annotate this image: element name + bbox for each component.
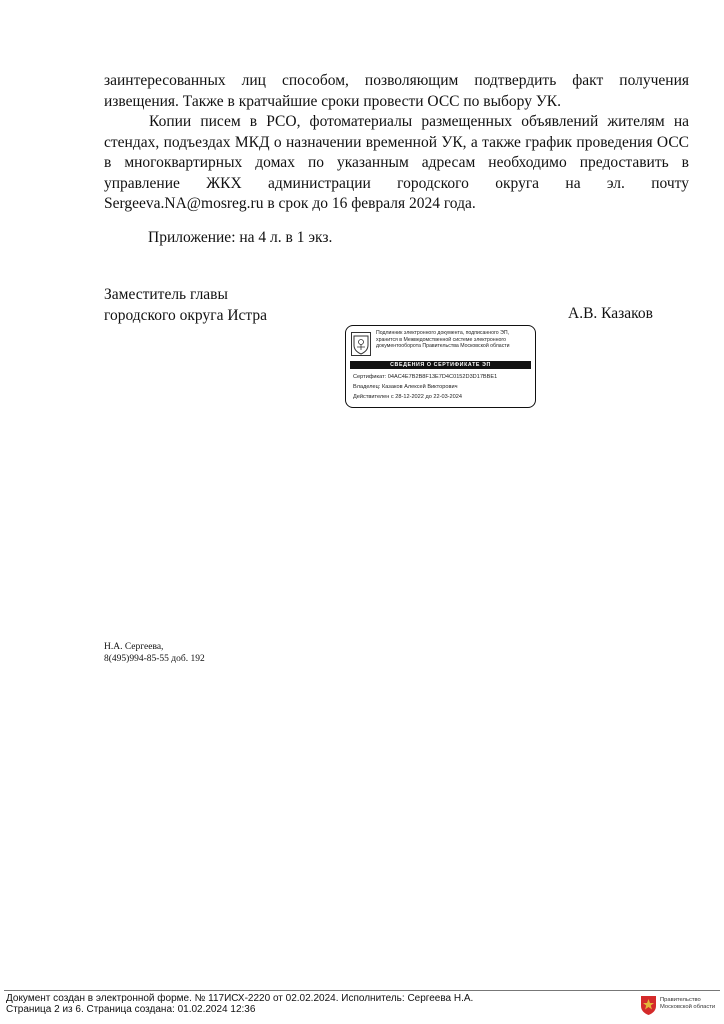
stamp-validity: Действителен с 28-12-2022 до 22-03-2024 [353,394,462,400]
government-name [660,997,715,1011]
executor-info [104,641,205,665]
paragraph-1: заинтересованных лиц способом, позволяющим подтвердить факт получения извещения. Также в кратчайшие сроки провести ОСС по выбору УК. [104,72,689,110]
stamp-band: СВЕДЕНИЯ О СЕРТИФИКАТЕ ЭП [350,361,531,369]
position-line-2: городского округа Истра [104,307,267,324]
signatory-name: А.В. Казаков [568,305,653,322]
paragraph-2: Копии писем в РСО, фотоматериалы размещенных объявлений жителям на стендах, подъездах МКД о назначении временной УК, а также график проведения ОСС в многоквартирных домах по указанным адресам необходимо предоставить в управление ЖКХ администрации городского округа на эл. почту Sergeeva.NA@mosreg.ru в срок до 16 февраля 2024 года. [104,113,689,212]
coat-of-arms-icon [351,332,371,356]
signatory-position [104,284,267,326]
position-line-1: Заместитель главы [104,286,228,303]
stamp-owner: Владелец: Казаков Алексей Викторович [353,384,458,390]
footer-divider [4,990,720,991]
page-footer [6,993,473,1015]
stamp-header: Подлинник электронного документа, подписанного ЭП, хранится в Межведомственной системе электронного документооборота Правительства Московской области [376,330,510,350]
executor-phone: 8(495)994-85-55 доб. 192 [104,654,205,664]
e-signature-stamp [345,325,536,408]
moscow-region-emblem-icon [640,995,657,1016]
gov-name-line-1: Правительство [660,997,701,1003]
executor-name: Н.А. Сергеева, [104,642,164,652]
gov-name-line-2: Московской области [660,1004,716,1010]
government-logo [640,994,720,1018]
footer-line-2: Страница 2 из 6. Страница создана: 01.02.2024 12:36 [6,1004,256,1015]
attachment-note: Приложение: на 4 л. в 1 экз. [148,229,333,246]
footer-line-1: Документ создан в электронной форме. № 117ИСХ-2220 от 02.02.2024. Исполнитель: Сергеева Н.А. [6,993,474,1004]
stamp-certificate: Сертификат: 04AC4E7B2B8F13E7D4C0152D3D17BBE1 [353,374,498,380]
